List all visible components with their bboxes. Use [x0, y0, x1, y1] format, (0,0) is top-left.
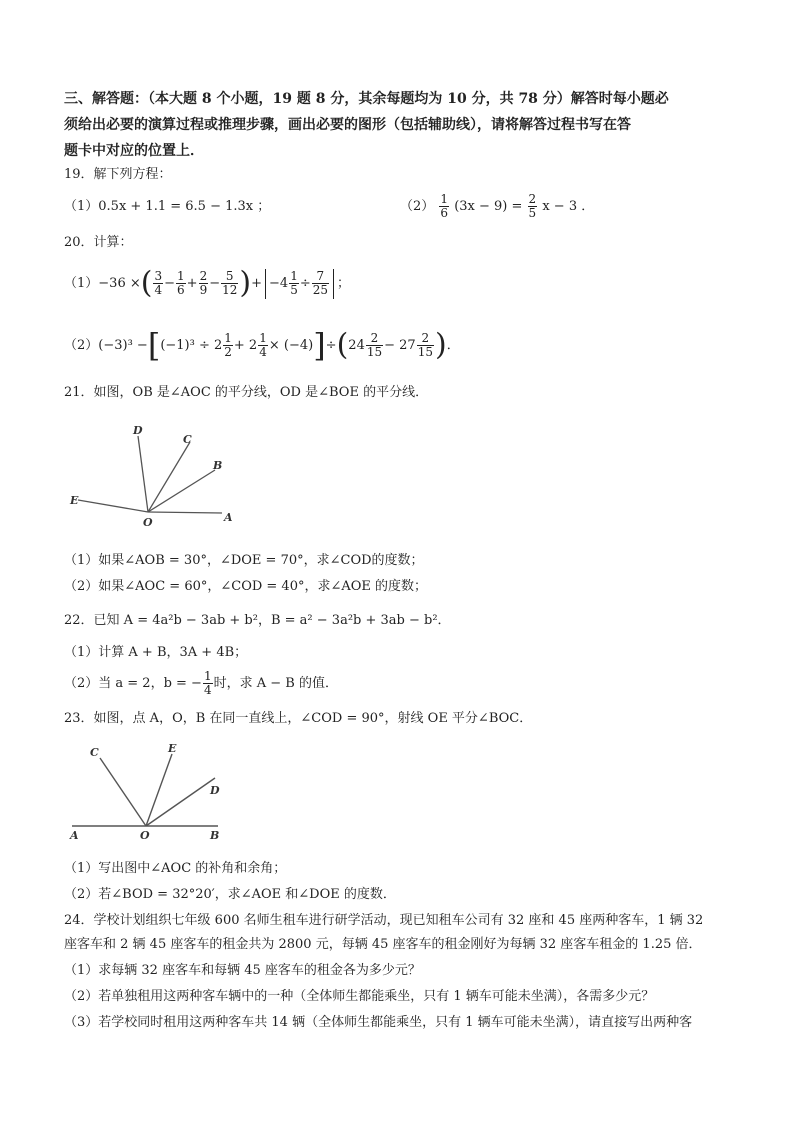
q20-p1-label: （1）: [64, 276, 99, 291]
q22-p2-post: 时，求 A − B 的值．: [213, 676, 338, 691]
label-C: C: [90, 746, 99, 759]
q20-part1: [64, 266, 350, 302]
operator: −: [209, 276, 221, 291]
label-B: B: [213, 459, 223, 472]
q20-stem: 20．计算：: [64, 235, 133, 250]
frac-den: 4: [203, 683, 212, 697]
label-D: D: [133, 424, 143, 437]
q20-p2-label: （2）: [64, 338, 99, 353]
operator: ÷: [299, 276, 311, 291]
fraction: [223, 332, 233, 359]
label-A: A: [224, 511, 233, 524]
frac-den: 6: [440, 206, 449, 220]
fraction: [176, 270, 186, 297]
q20-p2-d: 24: [348, 338, 365, 353]
label-D: D: [210, 784, 220, 797]
q20-p2-a: (−1)³ ÷ 2: [160, 338, 223, 353]
operator: ÷: [325, 338, 337, 353]
ray-OA: [148, 512, 222, 513]
q20-p1-abs-pre: −4: [269, 276, 289, 291]
q19-p2-label: （2）: [400, 199, 435, 214]
frac-den: 5: [528, 206, 537, 220]
q24-part1: （1）求每辆 32 座客车和每辆 45 座客车的租金各为多少元？: [64, 963, 421, 978]
q22-part2: [64, 666, 338, 702]
q24-part3: （3）若学校同时租用这两种客车共 14 辆（全体师生都能乘坐，只有 1 辆车可能未坐满），请直接写出两种客: [64, 1015, 693, 1030]
fraction: [366, 332, 383, 359]
frac-den: 5: [290, 283, 298, 297]
label-A: A: [70, 829, 79, 842]
frac-den: 9: [199, 283, 208, 297]
right-paren: ): [239, 265, 252, 301]
ray-OC: [100, 758, 146, 826]
fraction: [153, 270, 163, 297]
q21-part1: （1）如果∠AOB = 30°，∠DOE = 70°，求∠COD的度数；: [64, 553, 424, 568]
q20-part2: [64, 328, 460, 364]
frac-num: 2: [417, 332, 434, 346]
q21-angle-figure: [60, 420, 250, 530]
q19-p2-fraction-2: [528, 193, 538, 220]
q19-p2-fraction-1: [439, 193, 449, 220]
fraction: [203, 670, 213, 697]
abs-bar-right: [333, 269, 334, 299]
section-header-line-2: 须给出必要的演算过程或推理步骤，画出必要的图形（包括辅助线），请将解答过程书写在答: [64, 117, 631, 133]
q20-p2-b: + 2: [233, 338, 258, 353]
frac-den: 2: [224, 345, 232, 359]
frac-num: 1: [290, 269, 298, 283]
frac-num: 5: [221, 270, 238, 284]
frac-num: 1: [440, 192, 449, 206]
frac-num: 2: [199, 269, 208, 283]
left-paren: (: [336, 327, 349, 363]
fraction: [221, 270, 238, 297]
q22-part1: （1）计算 A + B，3A + 4B；: [64, 645, 248, 660]
frac-den: 4: [154, 283, 163, 297]
ray-OE: [78, 500, 148, 512]
frac-num: 7: [312, 270, 329, 284]
q19-part2: [400, 190, 594, 224]
frac-den: 15: [366, 345, 383, 359]
ray-OB: [148, 470, 215, 512]
label-O: O: [140, 829, 150, 842]
q24-stem-line-1: 24．学校计划组织七年级 600 名师生租车进行研学活动，现已知租车公司有 32 座和 45 座两种客车，1 辆 32: [64, 913, 704, 928]
q19-part1: （1）0.5x + 1.1 = 6.5 − 1.3x ；: [64, 199, 271, 214]
frac-num: 2: [366, 332, 383, 346]
q20-p1-pre: −36 ×: [98, 276, 141, 291]
q23-angle-figure: [60, 738, 230, 846]
q20-p2-e: − 27: [384, 338, 416, 353]
section-header-line-3: 题卡中对应的位置上．: [64, 143, 204, 159]
operator: +: [251, 276, 263, 291]
q24-stem-line-2: 座客车和 2 辆 45 座客车的租金共为 2800 元，每辆 45 座客车的租金刚好为每辆 32 座客车租金的 1.25 倍．: [64, 937, 702, 952]
frac-num: 1: [177, 269, 185, 283]
frac-den: 6: [177, 283, 185, 297]
label-C: C: [183, 433, 192, 446]
q21-part2: （2）如果∠AOC = 60°，∠COD = 40°，求∠AOE 的度数；: [64, 579, 428, 594]
q23-stem: 23．如图，点 A，O，B 在同一直线上，∠COD = 90°，射线 OE 平分∠BOC．: [64, 711, 533, 726]
label-E: E: [70, 494, 79, 507]
frac-num: 1: [224, 331, 232, 345]
q19-p2-mid: (3x − 9) =: [454, 199, 523, 214]
label-O: O: [143, 516, 153, 529]
frac-den: 4: [259, 345, 267, 359]
q19-p2-tail: x − 3 ．: [542, 199, 595, 214]
q23-part1: （1）写出图中∠AOC 的补角和余角；: [64, 861, 287, 876]
q19-stem: 19．解下列方程：: [64, 167, 172, 182]
ray-OC: [148, 442, 190, 512]
label-E: E: [168, 742, 177, 755]
frac-num: 3: [154, 269, 163, 283]
punct: ．: [446, 338, 460, 353]
ray-OE: [146, 754, 172, 826]
fraction: [258, 332, 268, 359]
label-B: B: [210, 829, 220, 842]
ray-OD: [138, 436, 148, 512]
left-paren: (: [140, 265, 153, 301]
fraction: [199, 270, 209, 297]
abs-bar-left: [265, 269, 266, 299]
left-bracket: [: [147, 326, 161, 365]
operator: −: [164, 276, 176, 291]
operator: +: [186, 276, 198, 291]
q21-stem: 21．如图，OB 是∠AOC 的平分线，OD 是∠BOE 的平分线．: [64, 385, 429, 400]
right-paren: ): [434, 327, 447, 363]
frac-num: 1: [203, 669, 212, 683]
fraction: [417, 332, 434, 359]
q22-p2-pre: （2）当 a = 2，b = −: [64, 676, 202, 691]
q20-p2-pre: (−3)³ −: [98, 338, 148, 353]
right-bracket: ]: [313, 326, 326, 365]
frac-den: 25: [312, 283, 329, 297]
frac-num: 1: [259, 331, 267, 345]
fraction: [289, 270, 299, 297]
ray-OD: [146, 778, 215, 826]
section-header-line-1: 三、解答题：（本大题 8 个小题，19 题 8 分，其余每题均为 10 分，共 78 分）解答时每小题必: [64, 91, 669, 107]
punct: ；: [337, 276, 351, 291]
q20-p2-c: × (−4): [268, 338, 314, 353]
frac-num: 2: [528, 192, 537, 206]
q24-part2: （2）若单独租用这两种客车辆中的一种（全体师生都能乘坐，只有 1 辆车可能未坐满），各需多少元？: [64, 989, 655, 1004]
frac-den: 15: [417, 345, 433, 359]
q22-stem: 22．已知 A = 4a²b − 3ab + b²，B = a² − 3a²b + 3ab − b²．: [64, 613, 451, 628]
q23-part2: （2）若∠BOD = 32°20′，求∠AOE 和∠DOE 的度数．: [64, 887, 396, 902]
fraction: [312, 270, 329, 297]
frac-den: 12: [222, 283, 238, 297]
